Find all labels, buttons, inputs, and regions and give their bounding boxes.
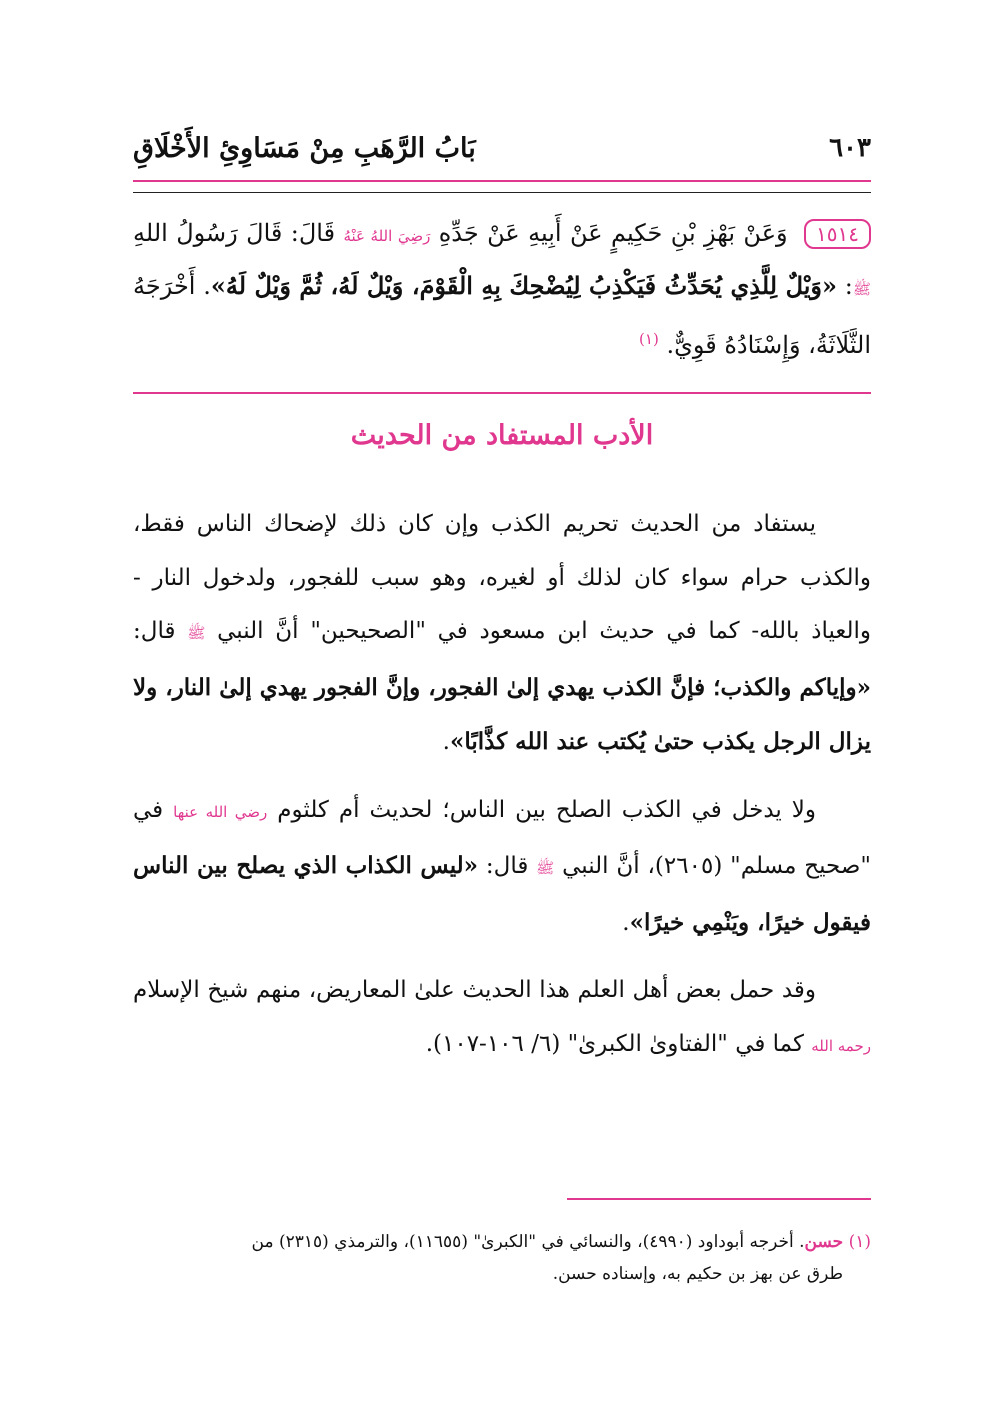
p3-text: وقد حمل بعض أهل العلم هذا الحديث علىٰ المعاريض، منهم شيخ الإسلام bbox=[133, 977, 816, 1003]
hadith-colon: : bbox=[844, 272, 853, 300]
hadith-block bbox=[133, 208, 871, 370]
honorific-prophet: ﷺ bbox=[852, 280, 871, 298]
footnote-line-1 bbox=[133, 1226, 871, 1258]
footnote bbox=[133, 1226, 871, 1290]
paragraph-3 bbox=[133, 964, 871, 1073]
p2-end: . bbox=[622, 909, 630, 936]
p2-honorific: رضي الله عنها bbox=[173, 802, 268, 821]
paragraph-2 bbox=[133, 784, 871, 951]
p2-said: قال: bbox=[485, 853, 529, 879]
p2-honorific-prophet: ﷺ bbox=[536, 859, 555, 877]
commentary bbox=[133, 498, 871, 1087]
p1-text: يستفاد من الحديث تحريم الكذب وإن كان ذلك لإضحاك الناس فقط، والكذب حرام سواء كان لذلك أو لغيره، وهو سبب للفجور، ولدخول النار - والعياذ بالله- كما في حديث ابن مسعود في "الصحيحين" أنَّ النبي bbox=[133, 511, 871, 644]
p1-said: قال: bbox=[133, 618, 176, 644]
footnote-number: (١) bbox=[848, 1232, 871, 1252]
footnote-continuation: طرق عن بهز بن حكيم به، وإسناده حسن. bbox=[552, 1264, 843, 1284]
footnote-text: . أخرجه أبوداود (٤٩٩٠)، والنسائي في "الكبرىٰ" (١١٦٥٥)، والترمذي (٢٣١٥) من bbox=[251, 1232, 805, 1252]
hadith-after-quote: . أَخْرَجَهُ الثَّلَاثَةُ، وَإِسْنَادُهُ قَوِيٌّ. bbox=[133, 272, 871, 359]
p2-text: ولا يدخل في الكذب الصلح بين الناس؛ لحديث أم كلثوم bbox=[277, 796, 817, 823]
hadith-said: قَالَ: قَالَ رَسُولُ اللهِ bbox=[133, 219, 336, 247]
footnote-separator bbox=[567, 1198, 871, 1200]
page-header bbox=[133, 118, 871, 178]
p2-source: في "صحيح مسلم" (٢٦٠٥)، أنَّ النبي bbox=[133, 796, 872, 879]
footnote-ref[interactable]: (١) bbox=[639, 330, 659, 348]
chapter-title: بَابُ الرَّهَبِ مِنْ مَسَاوِئِ الأَخْلَاقِ bbox=[133, 132, 476, 164]
p1-quote: «وإياكم والكذب؛ فإنَّ الكذب يهدي إلىٰ الفجور، وإنَّ الفجور يهدي إلىٰ النار، ولا يزال الرجل يكذب حتىٰ يُكتب عند الله كذَّابًا» bbox=[133, 673, 871, 755]
hadith-end-rule bbox=[133, 392, 871, 394]
hadith-quote: «وَيْلٌ لِلَّذِي يُحَدِّثُ فَيَكْذِبُ لِيُضْحِكَ بِهِ الْقَوْمَ، وَيْلٌ لَهُ، ثُمَّ وَيْلٌ لَهُ» bbox=[210, 271, 838, 300]
page-number: ٦٠٣ bbox=[829, 133, 871, 163]
p1-end: . bbox=[442, 729, 450, 755]
paragraph-1 bbox=[133, 498, 871, 770]
p1-honorific: ﷺ bbox=[187, 624, 206, 642]
p3-honorific: رحمه الله bbox=[811, 1036, 871, 1055]
footnote-grade: حسن bbox=[804, 1232, 844, 1252]
header-rule-dark bbox=[133, 192, 871, 193]
honorific-companion: رَضِيَ اللهُ عَنْهُ bbox=[343, 227, 431, 245]
header-rule-pink bbox=[133, 180, 871, 182]
p3-source: كما في "الفتاوىٰ الكبرىٰ" (٦/ ١٠٦-١٠٧). bbox=[425, 1030, 804, 1057]
p2-quote: «ليس الكذاب الذي يصلح بين الناس فيقول خيرًا، ويَنْمِي خيرًا» bbox=[133, 852, 871, 936]
hadith-number-badge: ١٥١٤ bbox=[804, 219, 871, 249]
hadith-intro: وَعَنْ بَهْزِ بْنِ حَكِيمٍ عَنْ أَبِيهِ عَنْ جَدِّهِ bbox=[438, 219, 788, 247]
section-title: الأدب المستفاد من الحديث bbox=[350, 420, 654, 451]
